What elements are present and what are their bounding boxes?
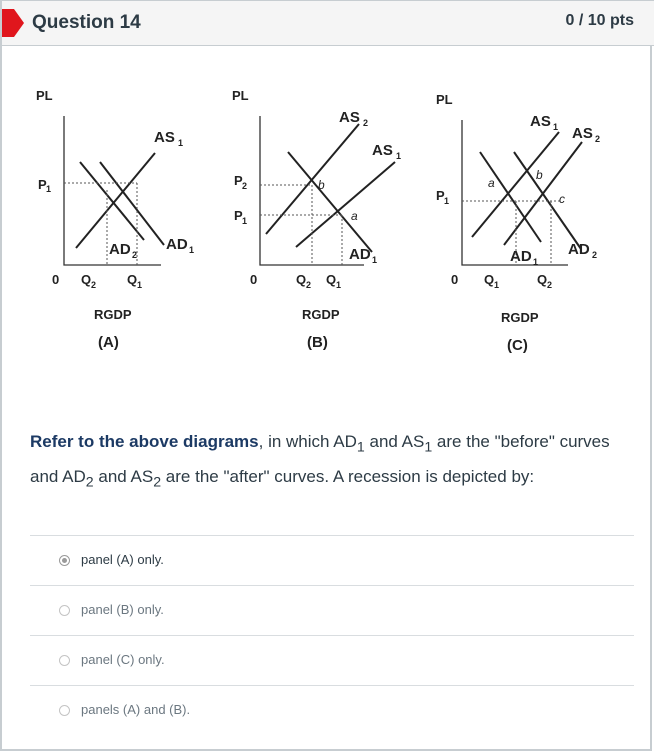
svg-text:a: a: [488, 176, 495, 190]
svg-text:1: 1: [372, 255, 378, 265]
flag-icon[interactable]: [2, 9, 14, 37]
answer-option[interactable]: [30, 585, 634, 635]
panel-a: [36, 88, 194, 351]
svg-text:1: 1: [494, 280, 500, 290]
svg-text:1: 1: [396, 151, 402, 161]
svg-text:2: 2: [306, 280, 312, 290]
svg-text:b: b: [318, 178, 325, 192]
svg-text:AD: AD: [568, 241, 590, 258]
panel-b-ad1-curve: [288, 152, 372, 252]
svg-text:0: 0: [250, 272, 258, 287]
svg-text:AD: AD: [166, 236, 188, 253]
svg-text:2: 2: [363, 118, 369, 128]
svg-text:2: 2: [595, 134, 601, 144]
svg-text:0: 0: [451, 272, 459, 287]
svg-text:P: P: [234, 208, 243, 223]
svg-text:Q: Q: [296, 272, 307, 287]
svg-text:PL: PL: [232, 88, 249, 103]
panel-a-ad2-curve: [80, 162, 144, 240]
svg-text:c: c: [559, 192, 565, 206]
ad-as-diagrams: [26, 82, 636, 372]
svg-text:2: 2: [91, 280, 97, 290]
panel-a-as1-curve: [76, 153, 155, 248]
answer-label: panel (B) only.: [81, 602, 164, 617]
svg-text:1: 1: [533, 257, 539, 267]
svg-text:0: 0: [52, 272, 60, 287]
svg-text:PL: PL: [436, 92, 453, 107]
svg-text:AS: AS: [530, 113, 551, 130]
question-header: [2, 0, 654, 46]
radio-icon[interactable]: [59, 605, 70, 616]
svg-text:1: 1: [46, 184, 52, 194]
svg-text:b: b: [536, 168, 543, 182]
svg-text:Q: Q: [537, 272, 548, 287]
svg-text:AD: AD: [349, 246, 371, 263]
svg-text:Q: Q: [81, 272, 92, 287]
svg-text:Q: Q: [127, 272, 138, 287]
svg-text:AS: AS: [572, 125, 593, 142]
svg-text:2: 2: [242, 181, 248, 191]
svg-text:2: 2: [132, 250, 138, 260]
panel-b-as1-curve: [296, 162, 395, 247]
question-title: Question 14: [32, 12, 141, 33]
svg-text:(C): (C): [507, 337, 528, 354]
answer-option[interactable]: [30, 685, 634, 735]
svg-text:P: P: [38, 177, 47, 192]
answer-list: [30, 535, 634, 735]
svg-text:1: 1: [444, 196, 450, 206]
svg-text:1: 1: [189, 245, 195, 255]
radio-icon[interactable]: [59, 705, 70, 716]
svg-text:AD: AD: [109, 241, 131, 258]
svg-text:Q: Q: [326, 272, 337, 287]
svg-text:(A): (A): [98, 334, 119, 351]
svg-text:AD: AD: [510, 248, 532, 265]
svg-text:2: 2: [547, 280, 553, 290]
svg-text:1: 1: [553, 122, 559, 132]
svg-text:(B): (B): [307, 334, 328, 351]
panel-c: [436, 92, 600, 354]
radio-selected-icon[interactable]: [59, 555, 70, 566]
points-score: 0 / 10 pts: [565, 12, 634, 29]
answer-option[interactable]: [30, 635, 634, 685]
answer-label: panels (A) and (B).: [81, 702, 191, 717]
radio-icon[interactable]: [59, 655, 70, 666]
svg-text:AS: AS: [339, 109, 360, 126]
svg-text:AS: AS: [372, 142, 393, 159]
panel-a-y-label: PL: [36, 88, 53, 103]
question-text: Refer to the above diagrams, in which $AD_1$ and $AS_1$ are the "before" curves and $AD_2$ and $AS_2$ are the "after" curves. A recession is depicted by:: [30, 432, 610, 491]
svg-text:1: 1: [178, 138, 184, 148]
svg-text:AS: AS: [154, 129, 175, 146]
answer-label: panel (C) only.: [81, 652, 165, 667]
svg-text:RGDP: RGDP: [94, 307, 132, 322]
svg-text:RGDP: RGDP: [501, 310, 539, 325]
answer-label: panel (A) only.: [81, 552, 164, 567]
svg-text:P: P: [436, 188, 445, 203]
svg-text:2: 2: [592, 250, 598, 260]
svg-text:1: 1: [137, 280, 143, 290]
svg-text:Q: Q: [484, 272, 495, 287]
svg-text:P: P: [234, 173, 243, 188]
panel-a-ad1-curve: [100, 162, 164, 245]
svg-text:1: 1: [242, 216, 248, 226]
svg-text:a: a: [351, 209, 358, 223]
svg-text:RGDP: RGDP: [302, 307, 340, 322]
answer-option[interactable]: [30, 535, 634, 585]
panel-b: [232, 88, 401, 351]
svg-text:1: 1: [336, 280, 342, 290]
